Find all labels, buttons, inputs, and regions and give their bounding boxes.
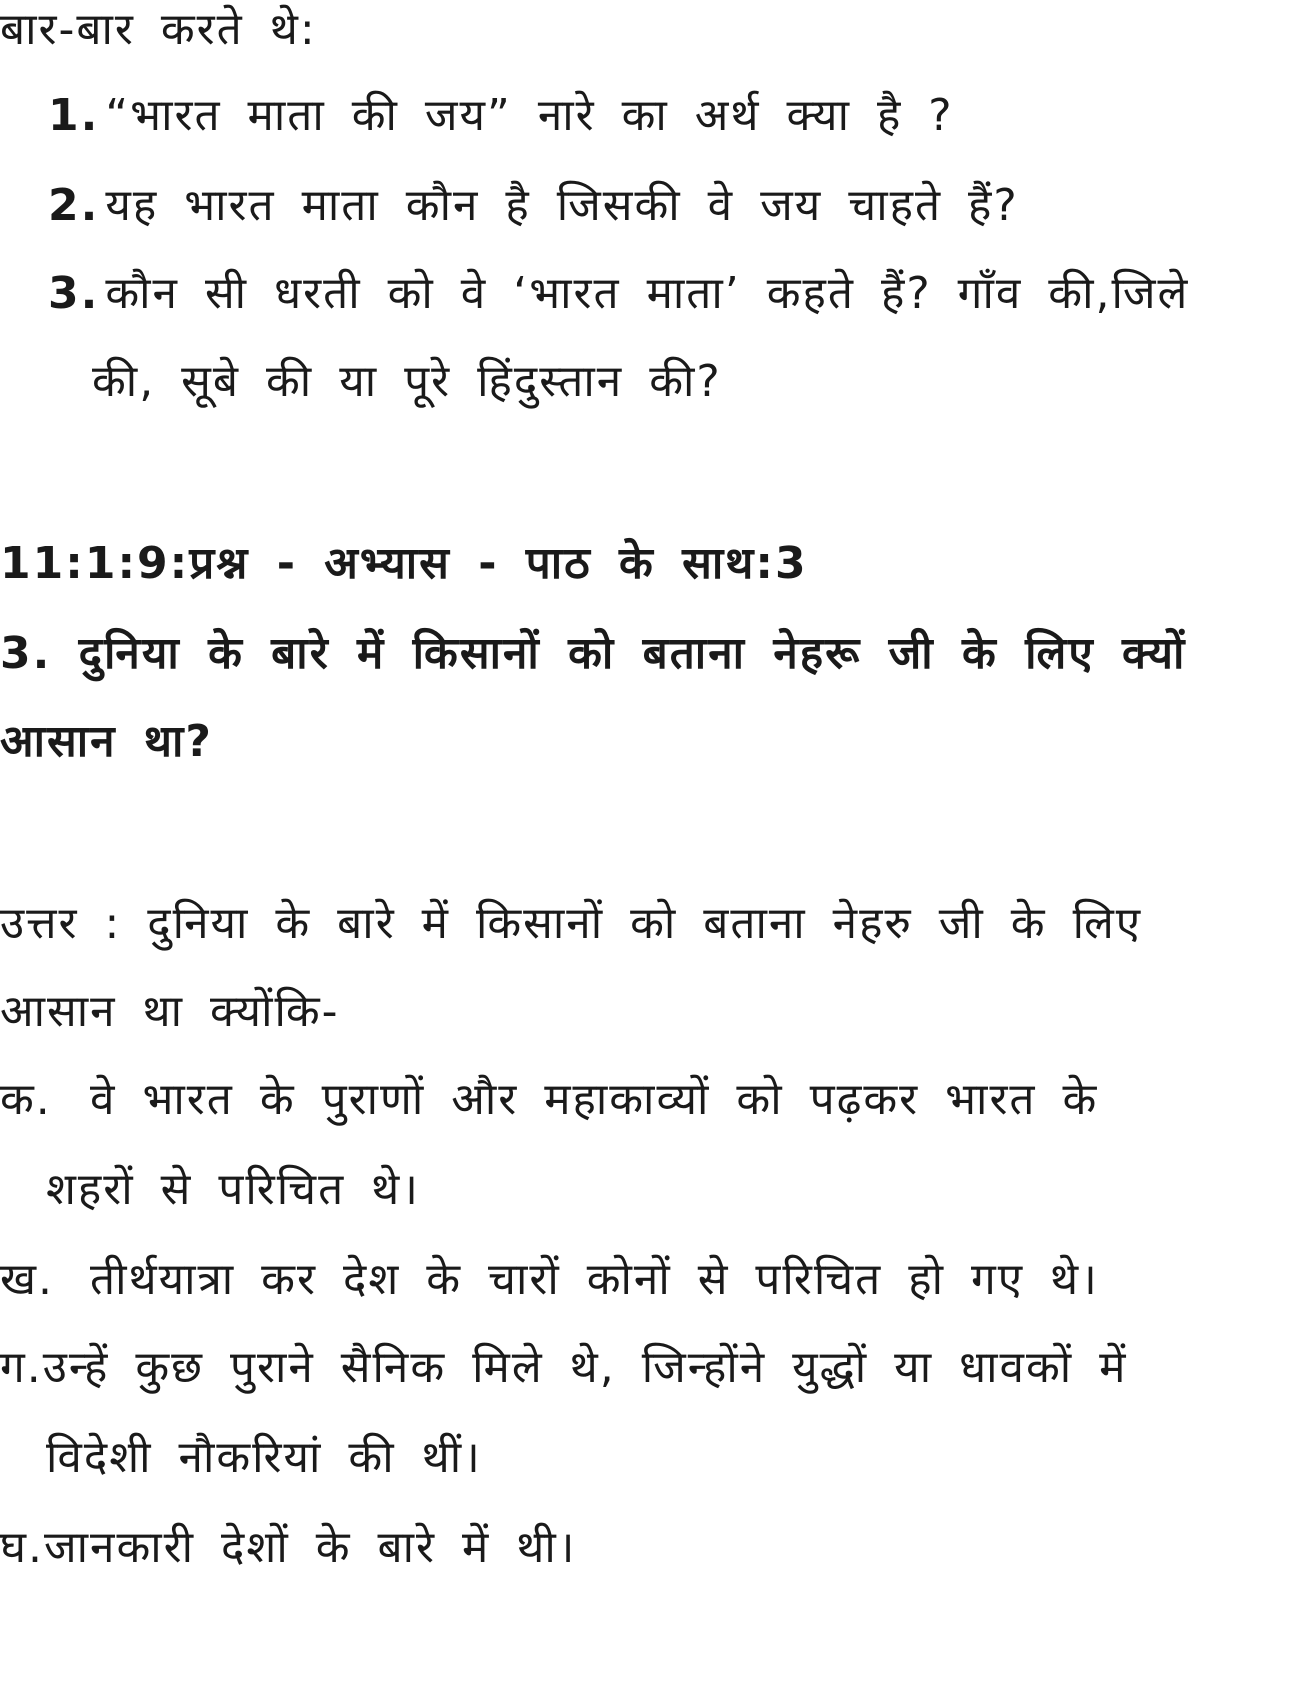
point-text: तीर्थयात्रा कर देश के चारों कोनों से परिचित हो गए थे।	[90, 1254, 1099, 1305]
question-number: 3.	[48, 268, 100, 319]
point-label: ख.	[0, 1254, 54, 1305]
point-text: उन्हें कुछ पुराने सैनिक मिले थे, जिन्होंने युद्धों या धावकों में	[42, 1342, 1128, 1393]
question-text: यह भारत माता कौन है जिसकी वे जय चाहते हैं?	[105, 180, 1019, 231]
answer-point-ka-continued: शहरों से परिचित थे।	[46, 1164, 420, 1215]
section-heading: 11:1:9:प्रश्न - अभ्यास - पाठ के साथ:3	[0, 538, 808, 589]
question-number: 1.	[48, 90, 100, 141]
question-item-3-continued: की, सूबे की या पूरे हिंदुस्तान की?	[92, 356, 722, 407]
question-item-1	[48, 88, 954, 144]
question-item-3	[48, 266, 1189, 322]
answer-point-ga	[0, 1340, 1127, 1396]
answer-point-ka	[0, 1072, 1098, 1128]
point-text: जानकारी देशों के बारे में थी।	[44, 1522, 577, 1573]
point-label: ग.	[0, 1342, 43, 1393]
answer-point-kha	[0, 1252, 1099, 1308]
question-text: “भारत माता की जय” नारे का अर्थ क्या है ?	[105, 90, 954, 141]
question-line-2: आसान था?	[0, 716, 213, 767]
question-line-1: 3. दुनिया के बारे में किसानों को बताना नेहरू जी के लिए क्यों	[0, 628, 1187, 679]
question-number: 2.	[48, 180, 100, 231]
answer-point-gha	[0, 1520, 576, 1576]
answer-point-ga-continued: विदेशी नौकरियां की थीं।	[46, 1432, 482, 1483]
intro-line: बार-बार करते थे:	[0, 4, 317, 55]
point-label: घ.	[0, 1522, 44, 1573]
question-text: कौन सी धरती को वे ‘भारत माता’ कहते हैं? गाँव की,जिले	[105, 268, 1190, 319]
point-label: क.	[0, 1074, 52, 1125]
answer-line-2: आसान था क्योंकि-	[0, 986, 340, 1037]
question-item-2	[48, 178, 1019, 234]
answer-line-1: उत्तर : दुनिया के बारे में किसानों को बताना नेहरु जी के लिए	[0, 898, 1143, 949]
point-text: वे भारत के पुराणों और महाकाव्यों को पढ़कर भारत के	[90, 1074, 1099, 1125]
